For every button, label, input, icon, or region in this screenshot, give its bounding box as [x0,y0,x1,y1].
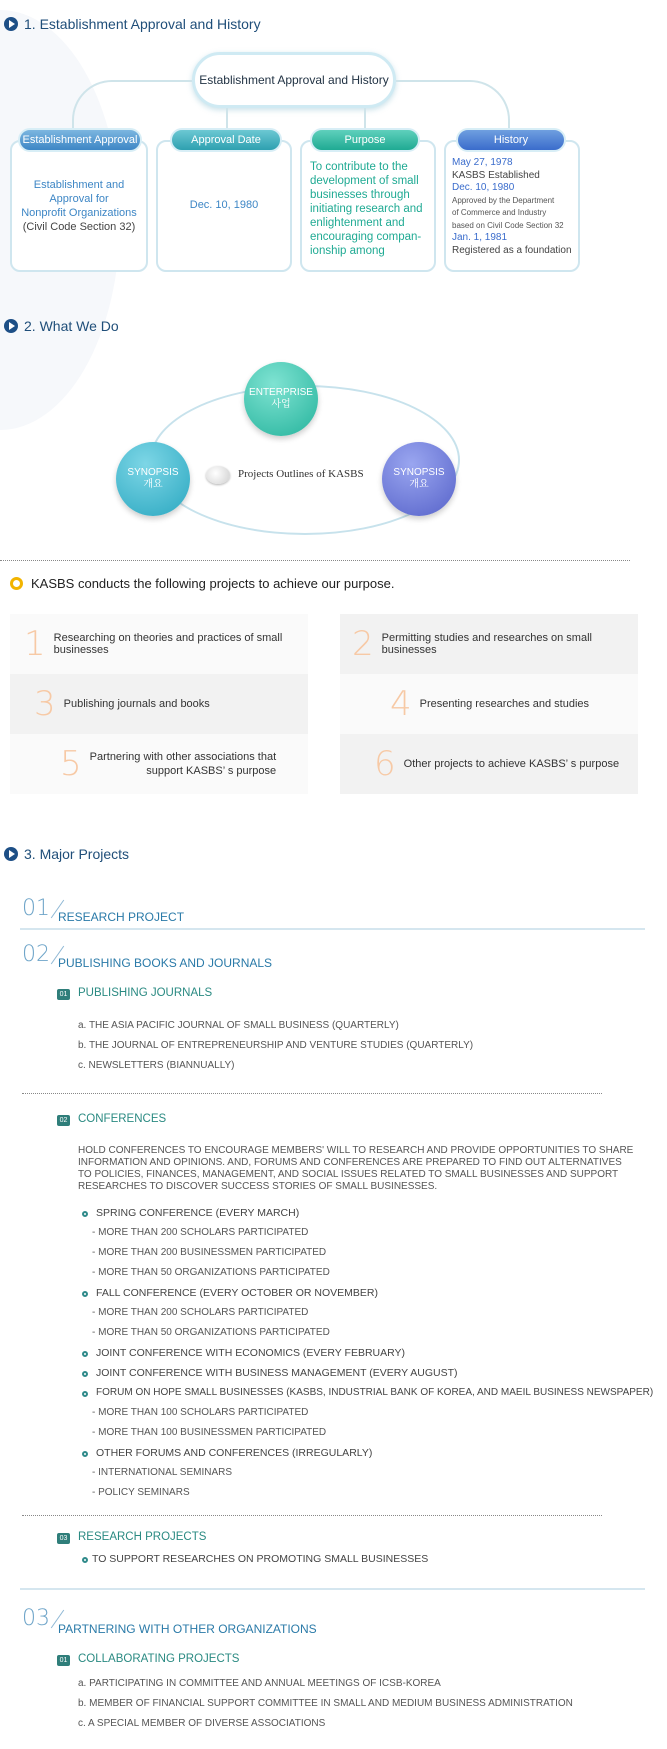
badge-02: 02 [57,1115,70,1126]
play-circle-icon [4,319,18,333]
bullet-icon [82,1391,88,1397]
collab-item-a: a. PARTICIPATING IN COMMITTEE AND ANNUAL MEETINGS OF ICSB-KOREA [78,1678,441,1689]
other-item-2: - POLICY SEMINARS [92,1487,190,1498]
forum-hope: FORUM ON HOPE SMALL BUSINESSES (KASBS, INDUSTRIAL BANK OF KOREA, AND MAEIL BUSINESS NEWSPAPER) [96,1387,654,1398]
bullet-icon [82,1291,88,1297]
spring-conference: SPRING CONFERENCE (EVERY MARCH) [96,1207,300,1219]
project-num-02: 02 [22,942,50,967]
forum-item-2: - MORE THAN 100 BUSINESSMEN PARTICIPATED [92,1427,327,1438]
badge-01: 01 [57,989,70,1000]
bullet-icon [82,1211,88,1217]
synopsis-right-node: SYNOPSIS 개요 [382,442,456,516]
section1-title: 1. Establishment Approval and History [4,16,261,32]
project-cell-6: 6 Other projects to achieve KASBS’ s purpose [340,734,638,794]
pill-establishment-approval: Establishment Approval [18,128,142,152]
project-cell-5: 5 Partnering with other associations that support KASBS’ s purpose [10,734,308,794]
publishing-journals-title: PUBLISHING JOURNALS [78,987,213,999]
spring-item-2: - MORE THAN 200 BUSINESSMEN PARTICIPATED [92,1247,327,1258]
research-project-title: RESEARCH PROJECT [58,910,185,924]
collab-item-c: c. A SPECIAL MEMBER OF DIVERSE ASSOCIATIONS [78,1718,326,1729]
divider-01 [20,928,645,930]
yellow-ring-icon [10,577,23,590]
badge-03: 03 [57,1533,70,1544]
joint-economics: JOINT CONFERENCE WITH ECONOMICS (EVERY FEBRUARY) [96,1347,406,1359]
project-cell-1: 1 Researching on theories and practices of small businesses [10,614,308,674]
bullet-icon [82,1371,88,1377]
other-item-1: - INTERNATIONAL SEMINARS [92,1467,233,1478]
fall-item-2: - MORE THAN 50 ORGANIZATIONS PARTICIPATED [92,1327,330,1338]
play-circle-icon [4,847,18,861]
project-num-03: 03 [22,1606,50,1631]
project-cell-4: 4 Presenting researches and studies [340,674,638,734]
dotted-divider-3 [22,1515,602,1516]
col3-text: To contribute to the development of small businesses through initiating research and enlightenment and encouraging compan- ionship among [310,161,423,257]
conferences-paragraph: HOLD CONFERENCES TO ENCOURAGE MEMBERS' WILL TO RESEARCH AND PROVIDE OPPORTUNITIES TO SHARE INFORMATION AND OPINIONS. AND, FORUMS AND CONFERENCES ARE PREPARED TO FIND OUT ALTERNATIVES TO POLICIES, FINANCES, MANAGEMENT, AND SOCIAL ISSUES RELATED TO SMALL BUSINESSES AND SUPPORT RESEARCHES TO DISCOVER SUCCESS STORIES OF SMALL BUSINESSES. [78,1145,634,1192]
connector-right [396,80,510,130]
project-cell-3: 3 Publishing journals and books [10,674,308,734]
spring-item-1: - MORE THAN 200 SCHOLARS PARTICIPATED [92,1227,309,1238]
projects-outline-label: Projects Outlines of KASBS [238,468,364,480]
connector-mid-left [226,108,228,128]
research-projects-title: RESEARCH PROJECTS [78,1531,207,1543]
establishment-top-box: Establishment Approval and History [192,52,396,108]
journal-item-a: a. THE ASIA PACIFIC JOURNAL OF SMALL BUSINESS (QUARTERLY) [78,1020,399,1031]
collaborating-title: COLLABORATING PROJECTS [78,1653,240,1665]
synopsis-left-node: SYNOPSIS 개요 [116,442,190,516]
col1-text: Establishment and Approval for Nonprofit Organizations (Civil Code Section 32) [21,179,137,233]
joint-business: JOINT CONFERENCE WITH BUSINESS MANAGEMENT (EVERY AUGUST) [96,1367,458,1379]
projects-heading: KASBS conducts the following projects to achieve our purpose. [10,576,395,591]
cd-disc-icon [206,466,230,484]
pill-purpose: Purpose [310,128,420,152]
collab-item-b: b. MEMBER OF FINANCIAL SUPPORT COMMITTEE IN SMALL AND MEDIUM BUSINESS ADMINISTRATION [78,1698,573,1709]
col2-text: Dec. 10, 1980 [189,199,259,211]
pill-history: History [456,128,566,152]
project-num-01: 01 [22,896,50,921]
connector-mid-right [364,108,366,128]
bullet-icon [82,1451,88,1457]
fall-item-1: - MORE THAN 200 SCHOLARS PARTICIPATED [92,1307,309,1318]
section2-title: 2. What We Do [4,318,119,334]
journal-item-c: c. NEWSLETTERS (BIANNUALLY) [78,1060,235,1071]
conferences-title: CONFERENCES [78,1113,167,1125]
support-researches: TO SUPPORT RESEARCHES ON PROMOTING SMALL BUSINESSES [92,1553,429,1565]
spring-item-3: - MORE THAN 50 ORGANIZATIONS PARTICIPATED [92,1267,330,1278]
partnering-title: PARTNERING WITH OTHER ORGANIZATIONS [58,1622,317,1636]
bullet-icon [82,1351,88,1357]
dotted-divider-1 [0,560,630,561]
other-forums: OTHER FORUMS AND CONFERENCES (IRREGULARLY) [96,1447,373,1459]
connector-left [72,80,192,130]
bullet-icon [82,1557,88,1563]
forum-item-1: - MORE THAN 100 SCHOLARS PARTICIPATED [92,1407,309,1418]
journal-item-b: b. THE JOURNAL OF ENTREPRENEURSHIP AND VENTURE STUDIES (QUARTERLY) [78,1040,474,1051]
dotted-divider-2 [22,1093,602,1094]
play-circle-icon [4,17,18,31]
badge-01: 01 [57,1655,70,1666]
col4-text: May 27, 1978 KASBS Established Dec. 10, 1980 Approved by the Department of Commerce and Industry based on Civil Code Section 32 Jan. 1, 1981 Registered as a foundation [452,157,572,256]
publishing-title: PUBLISHING BOOKS AND JOURNALS [58,956,273,970]
enterprise-node: ENTERPRISE 사업 [244,362,318,436]
fall-conference: FALL CONFERENCE (EVERY OCTOBER OR NOVEMBER) [96,1287,379,1299]
divider-02 [20,1588,645,1590]
section3-title: 3. Major Projects [4,846,129,862]
pill-approval-date: Approval Date [170,128,282,152]
project-cell-2: 2 Permitting studies and researches on small businesses [340,614,638,674]
